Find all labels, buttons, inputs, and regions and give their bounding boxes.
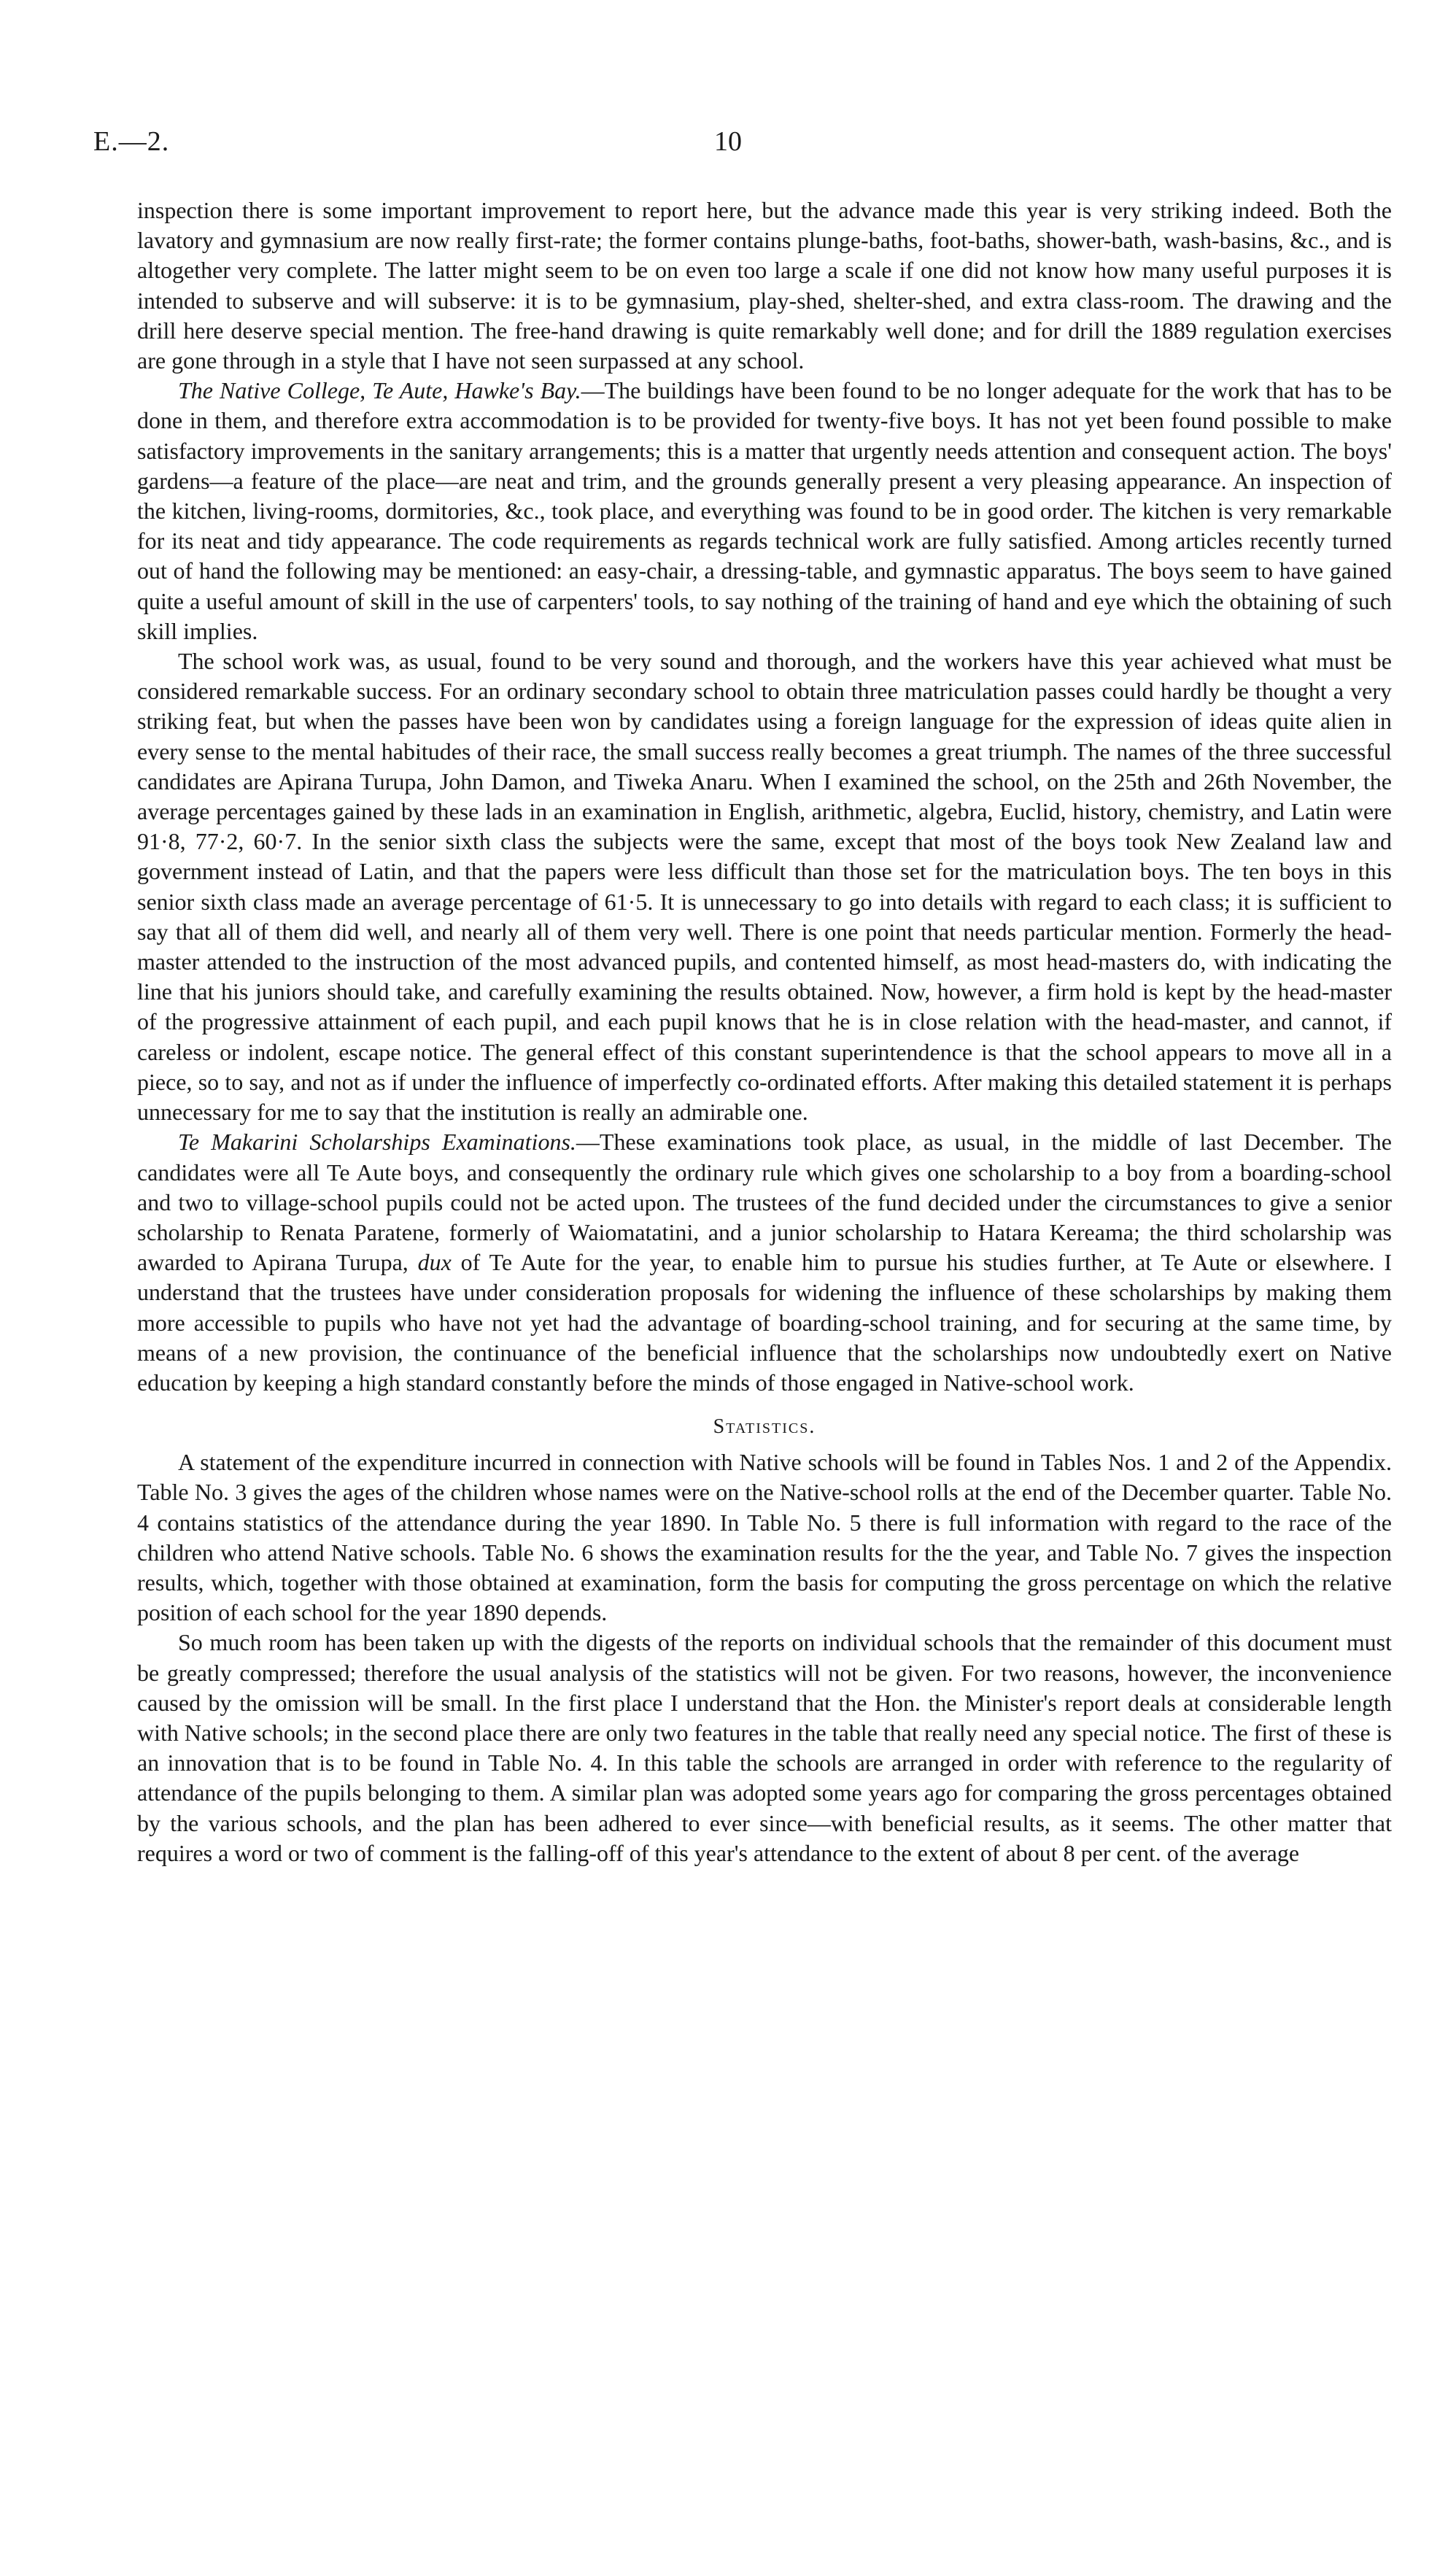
paragraph-scholarships — [137, 1127, 1392, 1398]
paragraph-scholarships-text-a: —These examinations took place, as usual, in the middle of last December. The candidates were all Te Aute boys, and consequently the ordinary rule which gives one scholarship to a boy from a boarding-school and two to village-school pupils could not be acted upon. The trustees of the fund decided under the circumstances to give a senior scholarship to Renata Paratene, formerly of Waiomatatini, and a junior scholarship to Hatara Kereama; the third scholarship was awarded to Apirana Turupa, — [137, 1129, 1393, 1276]
paragraph-te-aute-college — [137, 376, 1392, 646]
page-number: 10 — [714, 126, 742, 157]
paragraph-inspection-continued: inspection there is some important improvement to report here, but the advance made this year is very striking indeed. Both the lavatory and gymnasium are now really first-rate; the former contains plunge-baths, foot-baths, shower-bath, wash-basins, &c., and is altogether very complete. The latter might seem to be on even too large a scale if one did not know how many useful purposes it is intended to subserve and will subserve: it is to be gymnasium, play-shed, shelter-shed, and extra class-room. The drawing and the drill here deserve special mention. The free-hand drawing is quite remarkably well done; and for drill the 1889 regulation exercises are gone through in a style that I have not seen surpassed at any school. — [137, 197, 1392, 374]
section-heading-statistics: Statistics. — [713, 1415, 816, 1439]
document-reference: E.—2. — [93, 126, 170, 157]
paragraph-school-work: The school work was, as usual, found to be very sound and thorough, and the workers have this year achieved what must be considered remarkable success. For an ordinary secondary school to obtain three matriculation passes could hardly be thought a very striking feat, but when the passes have been won by candidates using a foreign language for the expression of ideas quite alien in every sense to the mental habitudes of their race, the small success really becomes a great triumph. The names of the three successful candidates are Apirana Turupa, John Damon, and Tiweka Anaru. When I examined the school, on the 25th and 26th November, the average percentages gained by these lads in an examination in English, arithmetic, algebra, Euclid, history, chemistry, and Latin were 91·8, 77·2, 60·7. In the senior sixth class the subjects were the same, except that most of the boys took New Zealand law and government instead of Latin, and that the papers were less difficult than those set for the matriculation boys. The ten boys in this senior sixth class made an average percentage of 61·5. It is unnecessary to go into details with regard to each class; it is sufficient to say that all of them did well, and nearly all of them very well. There is one point that needs particular mention. Formerly the head-master attended to the instruction of the most advanced pupils, and contented himself, as most head-masters do, with indicating the line that his juniors should take, and carefully examining the results obtained. Now, however, a firm hold is kept by the head-master of the progressive attainment of each pupil, and each pupil knows that he is in close relation with the head-master, and cannot, if careless or indolent, escape notice. The general effect of this constant superintendence is that the school appears to move all in a piece, so to say, and not as if under the influence of imperfectly co-ordinated efforts. After making this detailed statement it is perhaps unnecessary for me to say that the institution is really an admirable one. — [137, 648, 1392, 1126]
paragraph-scholarships-text-b: of Te Aute for the year, to enable him to pursue his studies further, at Te Aute or elsewhere. I understand that the trustees have under consideration proposals for widening the influence of these scholarships by making them more accessible to pupils who have not yet had the advantage of boarding-school training, and for securing at the same time, by means of a new provision, the continuance of the beneficial influence that the scholarships now undoubtedly exert on Native education by keeping a high standard constantly before the minds of those engaged in Native-school work. — [137, 1249, 1393, 1396]
section-title-scholarships: Te Makarini Scholarships Examinations. — [178, 1129, 576, 1156]
paragraph-statistics-analysis: So much room has been taken up with the digests of the reports on individual schools that the remainder of this document must be greatly compressed; therefore the usual analysis of the statistics will not be given. For two reasons, however, the inconvenience caused by the omission will be small. In the first place I understand that the Hon. the Minister's report deals at considerable length with Native schools; in the second place there are only two features in the table that really need any special notice. The first of these is an innovation that is to be found in Table No. 4. In this table the schools are arranged in order with reference to the regularity of attendance of the pupils belonging to them. A similar plan was adopted some years ago for comparing the gross percentages obtained by the various schools, and the plan has been adhered to ever since—with beneficial results, as it seems. The other matter that requires a word or two of comment is the falling-off of this year's attendance to the extent of about 8 per cent. of the average — [137, 1629, 1392, 1866]
paragraph-te-aute-text: —The buildings have been found to be no longer adequate for the work that has to be done in them, and therefore extra accommodation is to be provided for twenty-five boys. It has not yet been found possible to make satisfactory improvements in the sanitary arrangements; this is a matter that urgently needs attention and consequent action. The boys' gardens—a feature of the place—are neat and trim, and the grounds generally present a very pleasing appearance. An inspection of the kitchen, living-rooms, dormitories, &c., took place, and everything was found to be in good order. The kitchen is very remarkable for its neat and tidy appearance. The code requirements as regards technical work are fully satisfied. Among articles recently turned out of hand the following may be mentioned: an easy-chair, a dressing-table, and gymnastic apparatus. The boys seem to have gained quite a useful amount of skill in the use of carpenters' tools, to say nothing of the training of hand and eye which the obtaining of such skill implies. — [137, 377, 1393, 644]
section-title-te-aute: The Native College, Te Aute, Hawke's Bay. — [178, 377, 581, 404]
body-text — [137, 196, 1392, 1868]
paragraph-statistics-tables: A statement of the expenditure incurred in connection with Native schools will be found in Tables Nos. 1 and 2 of the Appendix. Table No. 3 gives the ages of the children whose names were on the Native-school rolls at the end of the December quarter. Table No. 4 contains statistics of the attendance during the year 1890. In Table No. 5 there is full information with regard to the race of the children who attend Native schools. Table No. 6 shows the examination results for the the year, and Table No. 7 gives the inspection results, which, together with those obtained at examination, form the basis for computing the gross percentage on which the relative position of each school for the year 1890 depends. — [137, 1449, 1392, 1626]
dux-term: dux — [417, 1249, 452, 1276]
